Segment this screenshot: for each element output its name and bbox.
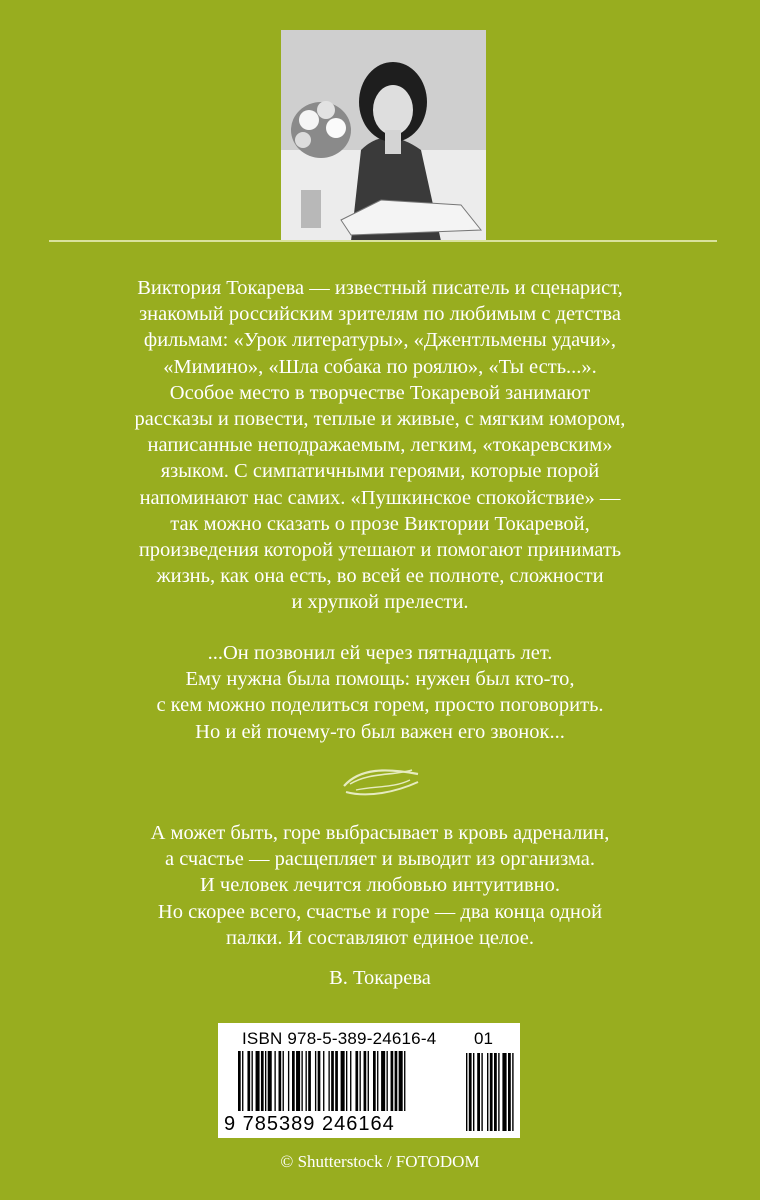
isbn-addon: 01 (474, 1029, 493, 1048)
barcode-bar (328, 1051, 329, 1111)
barcode-bar (256, 1051, 260, 1111)
isbn-barcode (218, 1023, 520, 1138)
barcode-bar (331, 1051, 334, 1111)
barcode-digits: 9 785389 246164 (224, 1113, 395, 1135)
barcode-bar (341, 1051, 345, 1111)
barcode-addon-bar (469, 1053, 472, 1131)
book-excerpt (40, 640, 720, 745)
barcode-bar (335, 1051, 338, 1111)
barcode-bar (399, 1051, 403, 1111)
description-line: рассказы и повести, теплые и живые, с мягким юмором, (134, 408, 626, 431)
barcode-bar (368, 1051, 369, 1111)
excerpt-line: ...Он позвонил ей через пятнадцать лет. (207, 642, 553, 664)
barcode-addon-bar (481, 1053, 482, 1131)
barcode-addon-bar (487, 1053, 488, 1131)
quote-line: палки. И составляют единое целое. (225, 926, 534, 949)
barcode-bar (292, 1051, 295, 1111)
barcode-bar (247, 1051, 250, 1111)
quote-line: Но скорее всего, счастье и горе — два конца одной (157, 900, 603, 923)
excerpt-line: Но и ей почему-то был важен его звонок... (195, 720, 565, 743)
barcode-bar (346, 1051, 347, 1111)
barcode-bar (404, 1051, 405, 1111)
barcode-bar (318, 1051, 321, 1111)
barcode-bar (279, 1051, 282, 1111)
barcode-bar (350, 1051, 351, 1111)
barcode-addon-bar (502, 1053, 506, 1131)
barcode-bar (395, 1051, 398, 1111)
barcode-bar (381, 1051, 385, 1111)
barcode-addon-bar (512, 1053, 513, 1131)
description-line: Особое место в творчестве Токаревой занимают (169, 381, 591, 404)
barcode-bar (308, 1051, 311, 1111)
divider-line (49, 240, 717, 242)
excerpt-line: с кем можно поделиться горем, просто поговорить. (156, 694, 604, 717)
excerpt-line: Ему нужна была помощь: нужен был кто-то, (185, 668, 575, 691)
barcode-bar (296, 1051, 300, 1111)
description-line: знакомый российским зрителям по любимым с детства (139, 303, 621, 326)
description-line: языком. С симпатичными героями, которые порой (160, 460, 600, 483)
barcode-addon-bar (494, 1053, 497, 1131)
author-quote (40, 820, 720, 951)
description-line: произведения которой утешают и помогают принимать (138, 539, 622, 562)
barcode-bar (323, 1051, 324, 1111)
quote-line: А может быть, горе выбрасывает в кровь адреналин, (150, 822, 610, 844)
author-description (40, 275, 720, 616)
barcode-bar (238, 1051, 241, 1111)
quote-line: а счастье — расщепляет и выводит из организма. (165, 848, 595, 871)
quote-line: И человек лечится любовью интуитивно. (199, 874, 561, 897)
description-line: напоминают нас самих. «Пушкинское спокойствие» — (139, 486, 621, 509)
barcode-addon-bar (473, 1053, 474, 1131)
barcode-bar (391, 1051, 394, 1111)
barcode-bar (355, 1051, 358, 1111)
barcode-addon-bar (498, 1053, 499, 1131)
author-portrait-illustration (281, 30, 486, 241)
barcode-bar (315, 1051, 316, 1111)
barcode-addon-bar (490, 1053, 493, 1131)
barcode-bar (360, 1051, 361, 1111)
description-line: так можно сказать о прозе Виктории Токаревой, (170, 512, 590, 535)
barcode-bar (364, 1051, 367, 1111)
barcode-bar (242, 1051, 243, 1111)
description-line: и хрупкой прелести. (291, 591, 469, 614)
barcode-bar (301, 1051, 302, 1111)
flourish-ornament-icon (340, 762, 422, 800)
description-line: «Мимино», «Шла собака по роялю», «Ты есть...». (163, 355, 597, 378)
barcode-bar (274, 1051, 275, 1111)
quote-attribution (40, 965, 720, 991)
barcode-bar (252, 1051, 253, 1111)
barcode-addon-bar (508, 1053, 511, 1131)
quote-author: В. Токарева (329, 967, 431, 989)
description-line: написанные неподражаемым, легким, «токаревским» (147, 434, 613, 457)
photo-credit: © Shutterstock / FOTODOM (280, 1152, 480, 1171)
isbn-number: ISBN 978-5-389-24616-4 (242, 1029, 437, 1048)
barcode-bar (283, 1051, 284, 1111)
barcode-bar (268, 1051, 272, 1111)
barcode-bar (288, 1051, 289, 1111)
barcode-addon-bar (466, 1053, 467, 1131)
barcode-bar (373, 1051, 376, 1111)
author-photo (281, 30, 486, 241)
barcode-addon-bar (477, 1053, 480, 1131)
barcode-bar (387, 1051, 388, 1111)
description-line: жизнь, как она есть, во всей ее полноте, сложности (156, 565, 604, 588)
barcode-bar (261, 1051, 264, 1111)
barcode-bar (265, 1051, 266, 1111)
description-line: Виктория Токарева — известный писатель и сценарист, (137, 277, 623, 299)
barcode-bar (306, 1051, 307, 1111)
description-line: фильмам: «Урок литературы», «Джентльмены удачи», (143, 329, 617, 352)
barcode-bar (377, 1051, 378, 1111)
